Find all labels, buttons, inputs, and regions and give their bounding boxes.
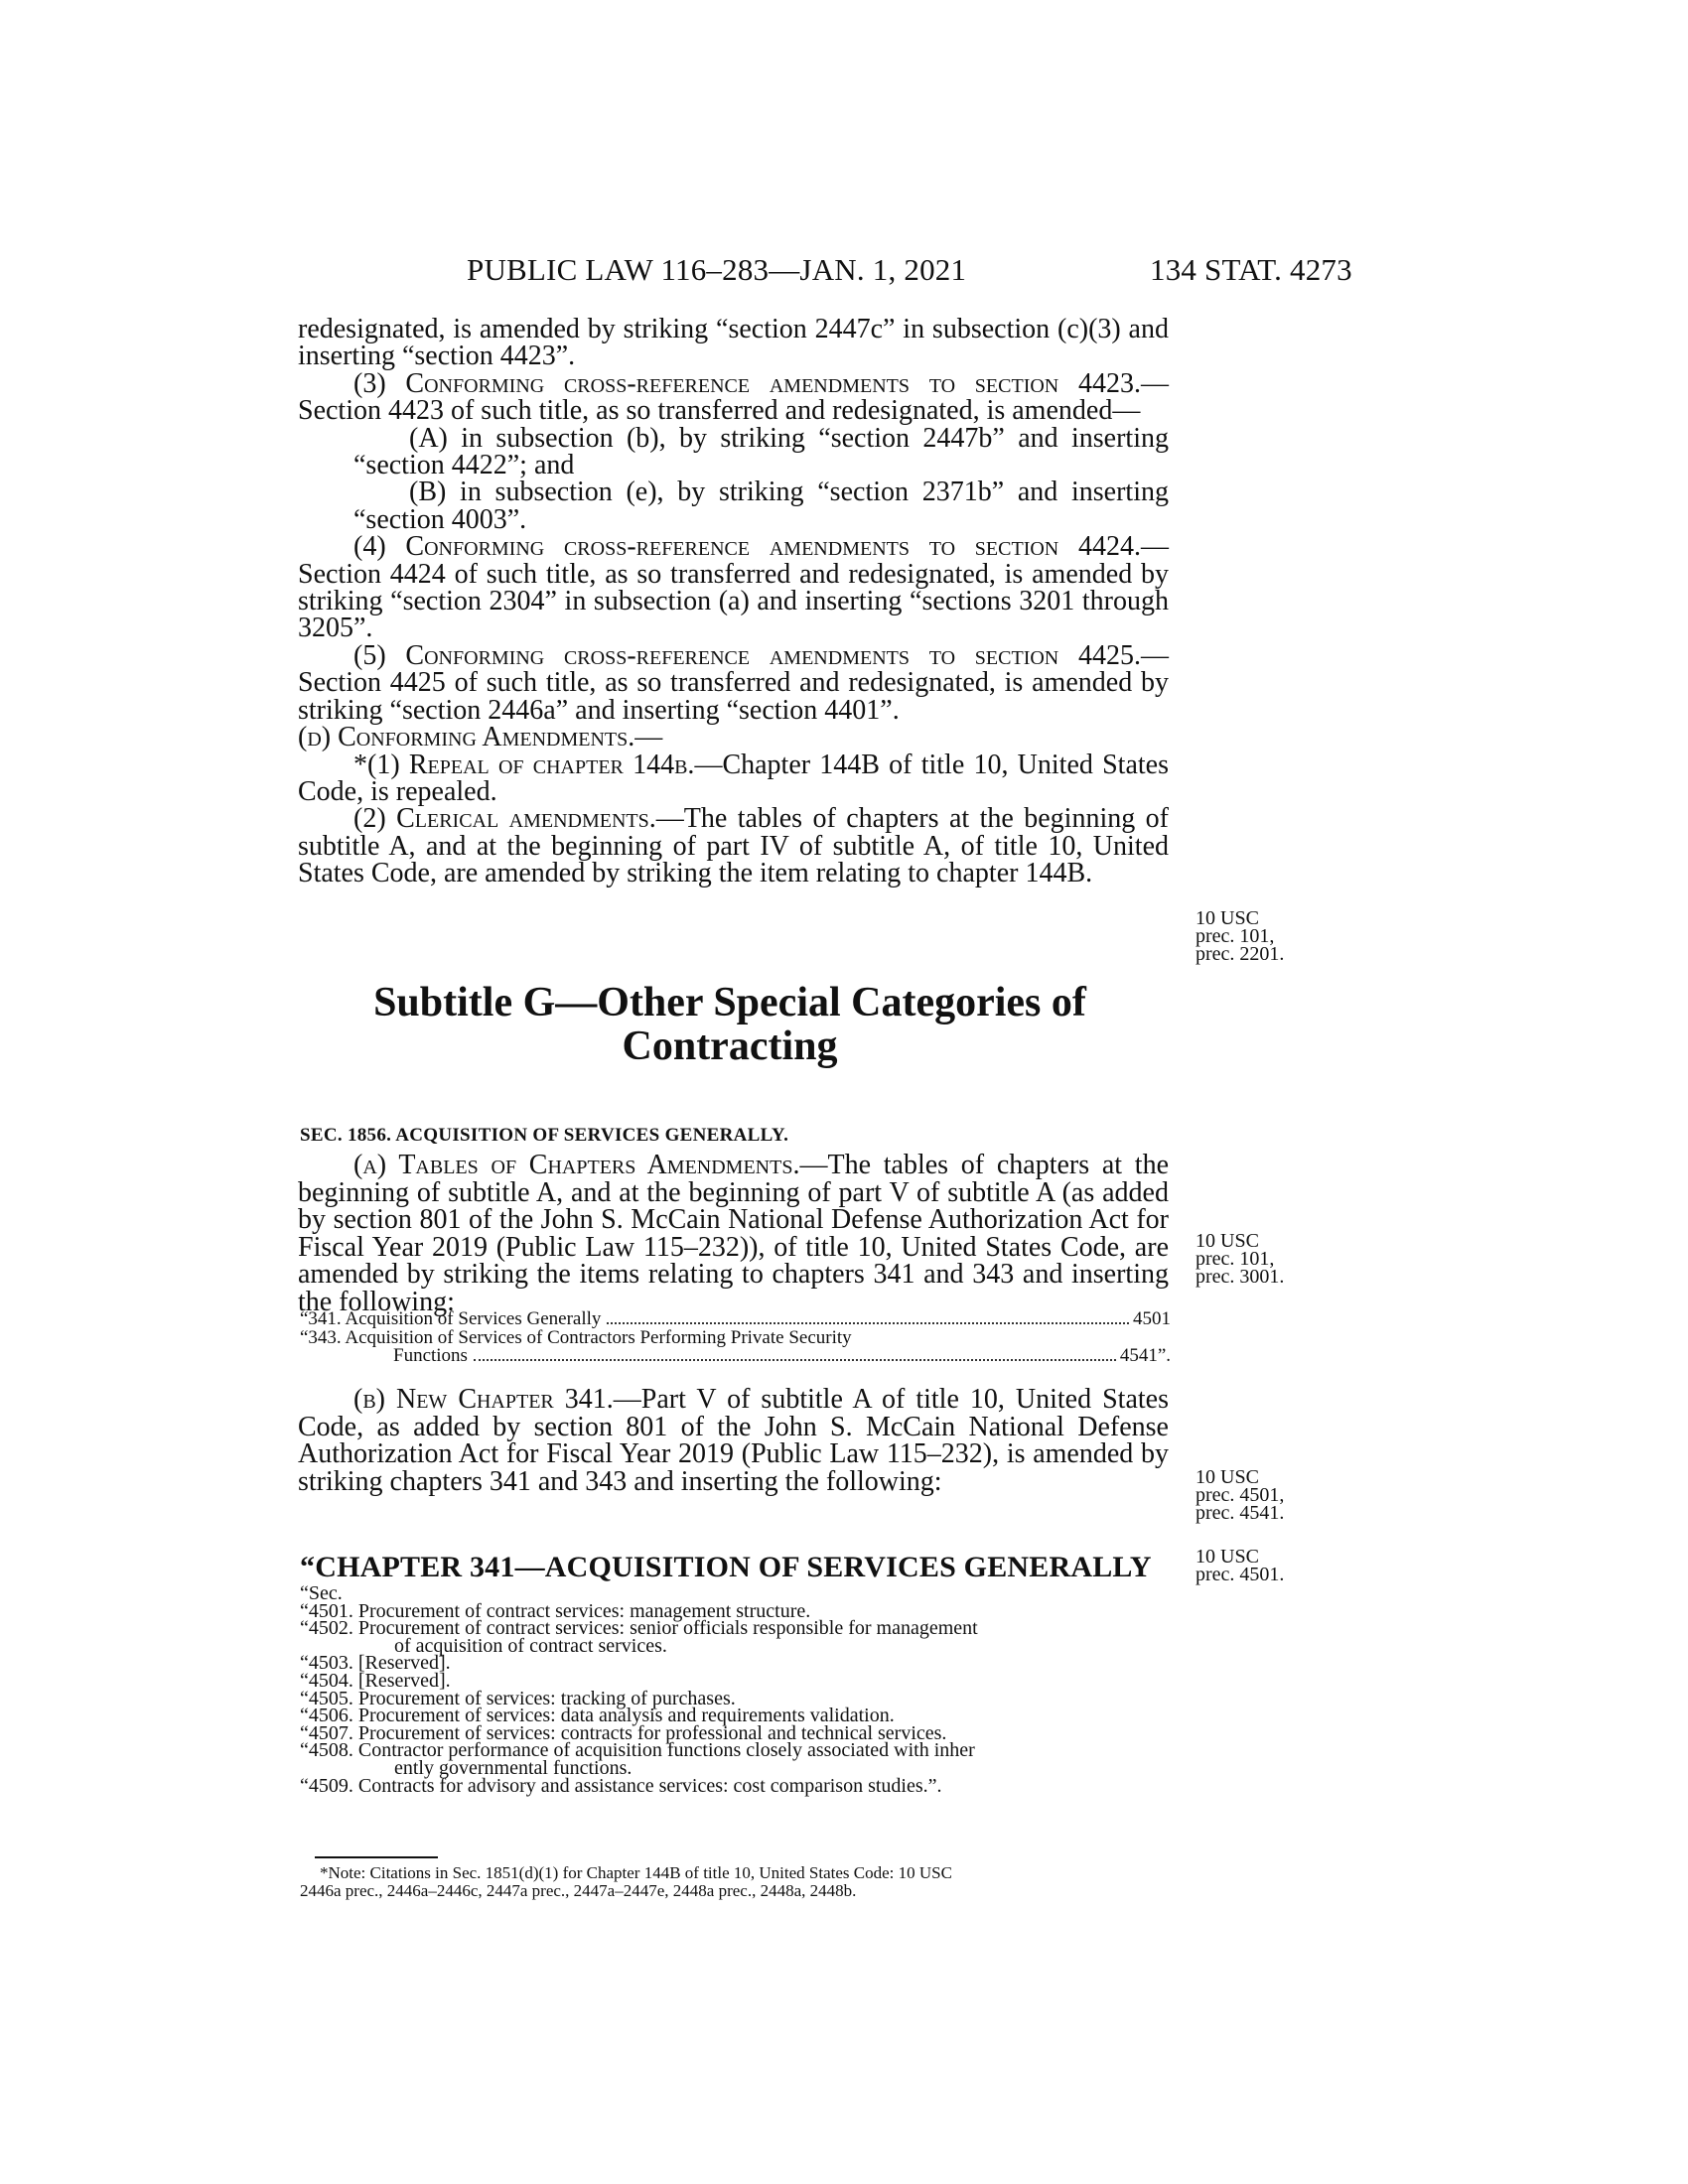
toc-section-number: 4541”. — [1119, 1345, 1171, 1366]
paragraph — [298, 639, 1169, 726]
paragraph — [298, 533, 1169, 642]
margin-note-line: prec. 3001. — [1196, 1265, 1285, 1288]
footnote-line: 2446a prec., 2446a–2446c, 2447a prec., 2447a–2447e, 2448a prec., 2448a, 2448b. — [300, 1881, 857, 1900]
paragraph-text: —Chapter 144B of title 10, United States Code, is repealed. — [298, 749, 1169, 807]
footnote — [300, 1864, 1171, 1900]
paragraph — [298, 1386, 1169, 1495]
toc-title: “343. Acquisition of Services of Contractors Performing Private Security — [300, 1327, 852, 1348]
running-header-left: PUBLIC LAW 116–283—JAN. 1, 2021 — [467, 252, 967, 287]
section-list-item-continued: ently governmental functions. — [394, 1756, 633, 1779]
paragraph — [298, 805, 1169, 887]
margin-note-line: 10 USC — [1196, 1230, 1259, 1252]
paragraph-text: —Section 4425 of such title, as so transferred and redesignated, is amended by striking “section 2446a” and inserting “section 4401”. — [298, 639, 1169, 726]
subparagraph-a: (A) in subsection (b), by striking “section 2447b” and inserting “section 4422”; and — [353, 422, 1169, 481]
footnote-line: *Note: Citations in Sec. 1851(d)(1) for Chapter 144B of title 10, United States Code: 10 USC — [320, 1863, 952, 1882]
section-list-item: “4504. [Reserved]. — [300, 1669, 451, 1692]
section-a-block — [298, 1152, 1169, 1316]
table-of-chapters — [300, 1310, 1171, 1366]
margin-note-line: 10 USC — [1196, 1466, 1259, 1488]
section-list-item: “4506. Procurement of services: data analysis and requirements validation. — [300, 1705, 895, 1727]
paragraph-text: —Part V of subtitle A of title 10, United States Code, as added by section 801 of the John S. McCain National Defense Authorization Act for Fiscal Year 2019 (Public Law 115–232), is amended by striking chapters 341 and 343 and inserting the following: — [298, 1384, 1169, 1497]
margin-note-line: prec. 2201. — [1196, 942, 1285, 965]
section-list-item: “4501. Procurement of contract services: management structure. — [300, 1599, 811, 1622]
sec-label: “Sec. — [300, 1582, 343, 1604]
section-list-item: “4502. Procurement of contract services: senior officials responsible for management — [300, 1617, 978, 1640]
toc-leader — [474, 1359, 1116, 1361]
section-b-block — [298, 1386, 1169, 1495]
subparagraph — [298, 422, 1169, 535]
subtitle-heading — [298, 981, 1162, 1068]
paragraph — [298, 367, 1169, 427]
margin-note-line: prec. 4501, — [1196, 1483, 1285, 1506]
running-header-right: 134 STAT. 4273 — [1150, 252, 1352, 287]
paragraph-heading: (2) Clerical amendments. — [353, 803, 656, 835]
margin-note — [1196, 1466, 1285, 1524]
paragraph-heading: (4) Conforming cross-reference amendments to section 4424. — [353, 531, 1141, 563]
margin-note — [1196, 1230, 1285, 1288]
section-list-item: “4505. Procurement of services: tracking of purchases. — [300, 1687, 736, 1709]
section-list-item: “4508. Contractor performance of acquisition functions closely associated with inher — [300, 1739, 975, 1762]
paragraph-text: —Section 4424 of such title, as so transferred and redesignated, is amended by striking “section 2304” in subsection (a) and inserting “sections 3201 through 3205”. — [298, 531, 1169, 644]
paragraph — [298, 751, 1169, 806]
toc-leader — [607, 1322, 1129, 1324]
chapter-section-list — [300, 1582, 1171, 1797]
paragraph-heading: *(1) Repeal of chapter 144b. — [353, 749, 695, 780]
paragraph — [298, 1152, 1169, 1316]
margin-note-line: prec. 4541. — [1196, 1501, 1285, 1524]
footnote-rule — [315, 1856, 438, 1858]
subparagraph-b: (B) in subsection (e), by striking “section 2371b” and inserting “section 4003”. — [353, 477, 1169, 535]
margin-note-line: prec. 101, — [1196, 1247, 1275, 1270]
paragraph-heading: (a) Tables of Chapters Amendments. — [353, 1150, 800, 1180]
margin-note — [1196, 1546, 1285, 1585]
paragraph-heading: (5) Conforming cross-reference amendments to section 4425. — [353, 639, 1141, 671]
paragraph: redesignated, is amended by striking “section 2447c” in subsection (c)(3) and inserting “section 4423”. — [298, 314, 1169, 372]
paragraph-heading: (b) New Chapter 341. — [353, 1384, 614, 1415]
paragraph — [298, 724, 1169, 751]
paragraph-heading: (d) Conforming Amendments. — [298, 722, 635, 753]
paragraph-text: —The tables of chapters at the beginning of subtitle A, and at the beginning of part IV of subtitle A, of title 10, United States Code, are amended by striking the item relating to chapter 144B. — [298, 803, 1169, 889]
paragraph-text: —The tables of chapters at the beginning of subtitle A, and at the beginning of part V of subtitle A (as added by section 801 of the John S. McCain National Defense Authorization Act for Fiscal Year 2019 (Public Law 115–232)), of title 10, United States Code, are amended by striking the items relating to chapters 341 and 343 and inserting the following: — [298, 1150, 1169, 1317]
subtitle-line: Contracting — [622, 1024, 838, 1069]
section-heading: SEC. 1856. ACQUISITION OF SERVICES GENERALLY. — [300, 1125, 789, 1146]
paragraph-text: — — [634, 722, 663, 753]
section-list-item: “4509. Contracts for advisory and assistance services: cost comparison studies.”. — [300, 1774, 942, 1797]
body-text-block — [298, 316, 1169, 887]
subtitle-line: Subtitle G—Other Special Categories of — [373, 980, 1086, 1025]
margin-note-line: prec. 4501. — [1196, 1563, 1285, 1585]
toc-row-continued — [300, 1347, 1171, 1366]
margin-note-line: 10 USC — [1196, 907, 1259, 929]
toc-section-number: 4501 — [1133, 1308, 1171, 1329]
toc-title: Functions — [393, 1345, 468, 1366]
margin-note-line: 10 USC — [1196, 1546, 1259, 1568]
paragraph-text: —Section 4423 of such title, as so transferred and redesignated, is amended— — [298, 367, 1169, 427]
toc-title: “341. Acquisition of Services Generally — [300, 1308, 602, 1329]
section-list-item: “4503. [Reserved]. — [300, 1652, 451, 1675]
chapter-heading: “CHAPTER 341—ACQUISITION OF SERVICES GENERALLY — [300, 1551, 1152, 1583]
section-list-item: “4507. Procurement of services: contracts for professional and technical services. — [300, 1721, 947, 1744]
margin-note — [1196, 907, 1285, 965]
section-list-item-continued: of acquisition of contract services. — [394, 1634, 667, 1657]
paragraph-heading: (3) Conforming cross-reference amendments to section 4423. — [353, 367, 1141, 399]
margin-note-line: prec. 101, — [1196, 924, 1275, 947]
